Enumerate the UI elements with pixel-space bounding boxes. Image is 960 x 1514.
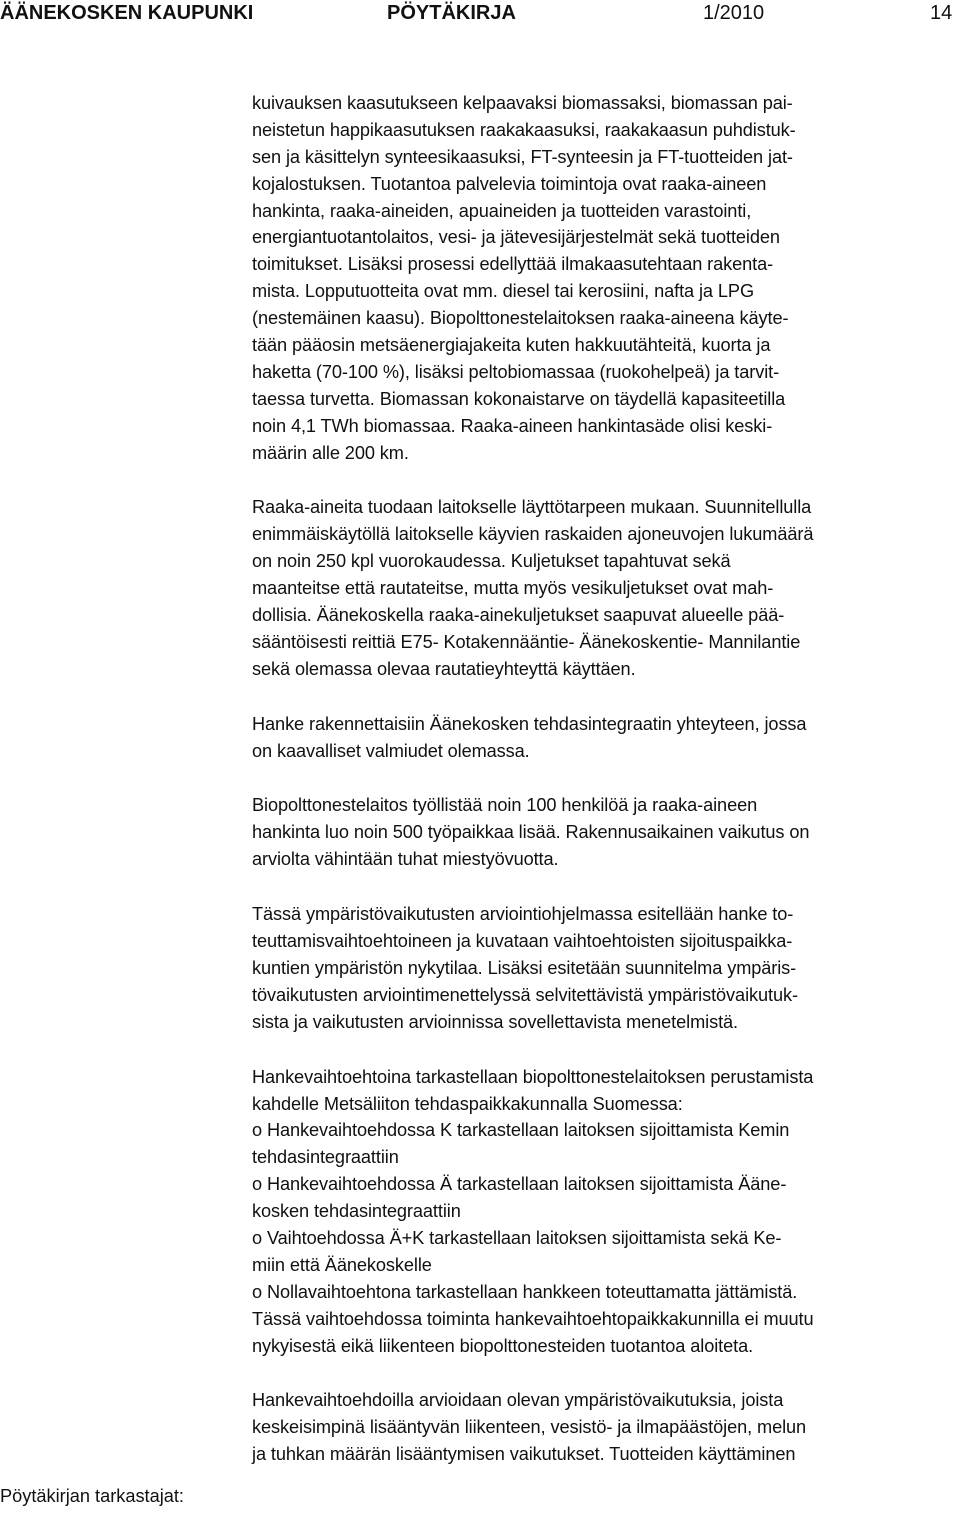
text-line: enimmäiskäytöllä laitokselle käyvien raskaiden ajoneuvojen lukumäärä xyxy=(252,524,814,545)
paragraph xyxy=(252,1064,957,1360)
text-line: teuttamisvaihtoehtoineen ja kuvataan vaihtoehtoisten sijoituspaikka- xyxy=(252,931,793,952)
text-line: energiantuotantolaitos, vesi- ja jätevesijärjestelmät sekä tuotteiden xyxy=(252,227,780,248)
text-line: taessa turvetta. Biomassan kokonaistarve on täydellä kapasiteetilla xyxy=(252,388,786,409)
text-line: haketta (70-100 %), lisäksi peltobiomassaa (ruokohelpeä) ja tarvit- xyxy=(252,361,780,382)
text-line: Tässä ympäristövaikutusten arviointiohjelmassa esitellään hanke to- xyxy=(252,904,794,925)
text-line: miin että Äänekoskelle xyxy=(252,1254,432,1275)
text-line: kahdelle Metsäliiton tehdaspaikkakunnalla Suomessa: xyxy=(252,1093,683,1114)
text-line: määrin alle 200 km. xyxy=(252,442,409,463)
text-line: o Vaihtoehdossa Ä+K tarkastellaan laitoksen sijoittamista sekä Ke- xyxy=(252,1227,782,1248)
paragraph xyxy=(252,494,957,682)
document-type: PÖYTÄKIRJA xyxy=(387,2,516,24)
text-line: tövaikutusten arviointimenettelyssä selvitettävistä ympäristövaikutuk- xyxy=(252,984,798,1005)
text-line: hankinta, raaka-aineiden, apuaineiden ja tuotteiden varastointi, xyxy=(252,200,752,221)
text-line: Hankevaihtoehtoina tarkastellaan biopolttonestelaitoksen perustamista xyxy=(252,1066,814,1087)
text-line: Tässä vaihtoehdossa toiminta hankevaihtoehtopaikkakunnilla ei muutu xyxy=(252,1308,814,1329)
text-line: Hanke rakennettaisiin Äänekosken tehdasintegraatin yhteyteen, jossa xyxy=(252,713,807,734)
paragraph xyxy=(252,1387,957,1468)
text-line: nykyisestä eikä liikenteen biopolttonesteiden tuotantoa aloiteta. xyxy=(252,1335,754,1356)
reviewers-label: Pöytäkirjan tarkastajat: xyxy=(0,1486,184,1506)
text-line: on noin 250 kpl vuorokaudessa. Kuljetukset tapahtuvat sekä xyxy=(252,551,731,572)
text-line: o Hankevaihtoehdossa Ä tarkastellaan laitoksen sijoittamista Ääne- xyxy=(252,1174,787,1195)
paragraph xyxy=(252,901,957,1035)
text-line: mista. Lopputuotteita ovat mm. diesel tai kerosiini, nafta ja LPG xyxy=(252,281,754,302)
text-line: neistetun happikaasutuksen raakakaasuksi, raakakaasun puhdistuk- xyxy=(252,119,796,140)
document-header xyxy=(0,0,960,30)
text-line: sista ja vaikutusten arvioinnissa sovellettavista menetelmistä. xyxy=(252,1011,738,1032)
text-line: maanteitse että rautateitse, mutta myös vesikuljetukset ovat mah- xyxy=(252,578,774,599)
text-line: kuivauksen kaasutukseen kelpaavaksi biomassaksi, biomassan pai- xyxy=(252,93,793,113)
text-line: noin 4,1 TWh biomassaa. Raaka-aineen hankintasäde olisi keski- xyxy=(252,415,773,436)
text-line: arviolta vähintään tuhat miestyövuotta. xyxy=(252,849,559,870)
page-number: 14 xyxy=(930,2,953,24)
text-line: (nestemäinen kaasu). Biopolttonestelaitoksen raaka-aineena käyte- xyxy=(252,308,789,329)
paragraph xyxy=(252,711,957,765)
text-line: Raaka-aineita tuodaan laitokselle läyttötarpeen mukaan. Suunnitellulla xyxy=(252,497,812,518)
text-line: sen ja käsittelyn synteesikaasuksi, FT-synteesin ja FT-tuotteiden jat- xyxy=(252,146,793,167)
text-line: keskeisimpinä lisääntyvän liikenteen, vesistö- ja ilmapäästöjen, melun xyxy=(252,1417,807,1438)
text-line: on kaavalliset valmiudet olemassa. xyxy=(252,740,530,761)
paragraph xyxy=(252,792,957,873)
text-line: tehdasintegraattiin xyxy=(252,1147,399,1168)
organization-name: ÄÄNEKOSKEN KAUPUNKI xyxy=(0,2,254,24)
text-line: kosken tehdasintegraattiin xyxy=(252,1201,461,1222)
text-line: o Nollavaihtoehtona tarkastellaan hankkeen toteuttamatta jättämistä. xyxy=(252,1281,798,1302)
text-line: kuntien ympäristön nykytilaa. Lisäksi esitetään suunnitelma ympäris- xyxy=(252,957,797,978)
issue-number: 1/2010 xyxy=(703,2,765,24)
text-line: Hankevaihtoehdoilla arvioidaan olevan ympäristövaikutuksia, joista xyxy=(252,1390,784,1411)
text-line: o Hankevaihtoehdossa K tarkastellaan laitoksen sijoittamista Kemin xyxy=(252,1120,790,1141)
text-line: toimitukset. Lisäksi prosessi edellyttää ilmakaasutehtaan rakenta- xyxy=(252,254,774,275)
text-line: sääntöisesti reittiä E75- Kotakennääntie- Äänekoskentie- Mannilantie xyxy=(252,631,801,652)
text-line: Biopolttonestelaitos työllistää noin 100 henkilöä ja raaka-aineen xyxy=(252,795,758,816)
text-line: dollisia. Äänekoskella raaka-ainekuljetukset saapuvat alueelle pää- xyxy=(252,605,785,626)
text-line: sekä olemassa olevaa rautatieyhteyttä käyttäen. xyxy=(252,658,636,679)
paragraph xyxy=(252,90,957,466)
document-body xyxy=(252,90,957,1496)
text-line: ja tuhkan määrän lisääntymisen vaikutukset. Tuotteiden käyttäminen xyxy=(252,1444,796,1465)
text-line: kojalostuksen. Tuotantoa palvelevia toimintoja ovat raaka-aineen xyxy=(252,173,767,194)
text-line: tään pääosin metsäenergiajakeita kuten hakkuutähteitä, kuorta ja xyxy=(252,335,771,356)
text-line: hankinta luo noin 500 työpaikkaa lisää. Rakennusaikainen vaikutus on xyxy=(252,822,810,843)
